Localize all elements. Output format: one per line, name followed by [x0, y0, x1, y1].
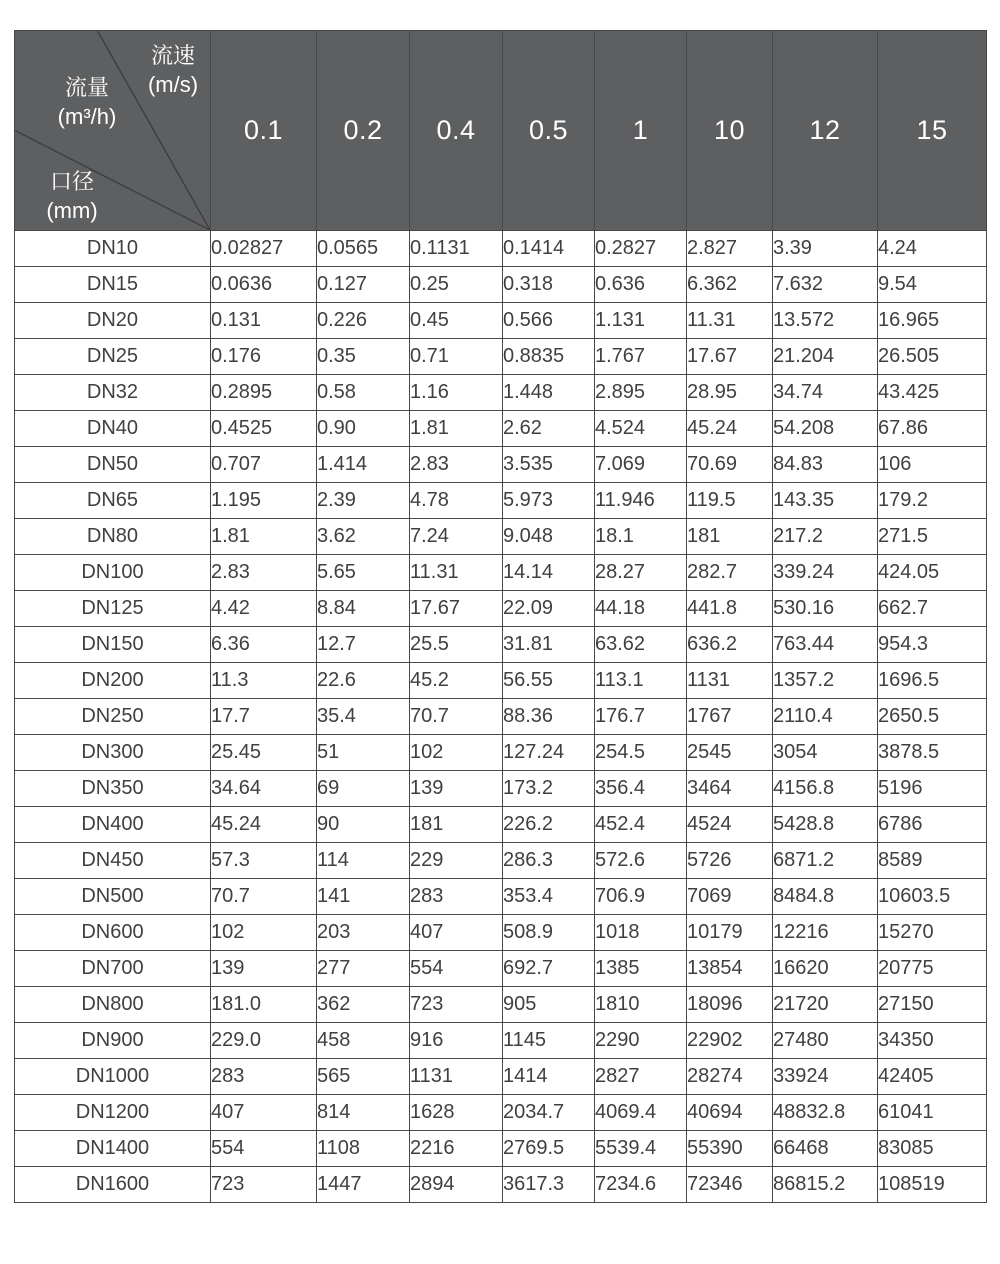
flow-value-cell: 48832.8 — [773, 1095, 878, 1131]
flow-value-cell: 176.7 — [595, 699, 687, 735]
velocity-axis-label — [131, 41, 215, 99]
table-row — [15, 807, 987, 843]
table-row — [15, 735, 987, 771]
flow-value-cell: 0.0565 — [317, 231, 410, 267]
flow-value-cell: 1357.2 — [773, 663, 878, 699]
flow-value-cell: 56.55 — [503, 663, 595, 699]
flow-value-cell: 554 — [410, 951, 503, 987]
table-row — [15, 231, 987, 267]
flow-value-cell: 1810 — [595, 987, 687, 1023]
flow-value-cell: 45.24 — [211, 807, 317, 843]
flow-value-cell: 1385 — [595, 951, 687, 987]
table-row — [15, 699, 987, 735]
flow-value-cell: 407 — [410, 915, 503, 951]
flow-value-cell: 0.226 — [317, 303, 410, 339]
diameter-cell: DN1000 — [15, 1059, 211, 1095]
flow-value-cell: 508.9 — [503, 915, 595, 951]
flow-value-cell: 2034.7 — [503, 1095, 595, 1131]
flow-value-cell: 7234.6 — [595, 1167, 687, 1203]
flow-value-cell: 1447 — [317, 1167, 410, 1203]
flow-value-cell: 0.45 — [410, 303, 503, 339]
flow-value-cell: 10603.5 — [878, 879, 987, 915]
diameter-cell: DN300 — [15, 735, 211, 771]
flow-value-cell: 90 — [317, 807, 410, 843]
table-row — [15, 951, 987, 987]
flow-value-cell: 114 — [317, 843, 410, 879]
flow-value-cell: 0.707 — [211, 447, 317, 483]
flow-value-cell: 4.524 — [595, 411, 687, 447]
diameter-cell: DN40 — [15, 411, 211, 447]
flow-value-cell: 5726 — [687, 843, 773, 879]
flow-value-cell: 6871.2 — [773, 843, 878, 879]
flow-value-cell: 2.39 — [317, 483, 410, 519]
diameter-cell: DN125 — [15, 591, 211, 627]
flow-value-cell: 22902 — [687, 1023, 773, 1059]
flow-value-cell: 106 — [878, 447, 987, 483]
flow-value-cell: 181 — [410, 807, 503, 843]
diameter-cell: DN150 — [15, 627, 211, 663]
flow-value-cell: 0.4525 — [211, 411, 317, 447]
flow-value-cell: 2.83 — [410, 447, 503, 483]
flow-value-cell: 86815.2 — [773, 1167, 878, 1203]
flow-value-cell: 57.3 — [211, 843, 317, 879]
table-row — [15, 771, 987, 807]
flow-value-cell: 18.1 — [595, 519, 687, 555]
table-row — [15, 1023, 987, 1059]
flow-value-cell: 44.18 — [595, 591, 687, 627]
flow-value-cell: 353.4 — [503, 879, 595, 915]
flow-value-cell: 2827 — [595, 1059, 687, 1095]
flow-value-cell: 54.208 — [773, 411, 878, 447]
flow-value-cell: 83085 — [878, 1131, 987, 1167]
velocity-column-header: 15 — [878, 31, 987, 231]
flow-value-cell: 565 — [317, 1059, 410, 1095]
flow-value-cell: 17.7 — [211, 699, 317, 735]
table-row — [15, 555, 987, 591]
table-row — [15, 591, 987, 627]
diameter-cell: DN250 — [15, 699, 211, 735]
flow-value-cell: 362 — [317, 987, 410, 1023]
flow-value-cell: 17.67 — [410, 591, 503, 627]
flow-value-cell: 554 — [211, 1131, 317, 1167]
flow-value-cell: 45.24 — [687, 411, 773, 447]
flow-value-cell: 2894 — [410, 1167, 503, 1203]
flow-value-cell: 173.2 — [503, 771, 595, 807]
table-row — [15, 483, 987, 519]
table-row — [15, 1059, 987, 1095]
diameter-axis-label — [25, 167, 119, 225]
flow-value-cell: 139 — [211, 951, 317, 987]
flow-value-cell: 2.62 — [503, 411, 595, 447]
flow-value-cell: 45.2 — [410, 663, 503, 699]
flow-value-cell: 181.0 — [211, 987, 317, 1023]
flow-value-cell: 69 — [317, 771, 410, 807]
flow-value-cell: 67.86 — [878, 411, 987, 447]
flow-value-cell: 11.31 — [410, 555, 503, 591]
flow-value-cell: 11.31 — [687, 303, 773, 339]
flow-value-cell: 13854 — [687, 951, 773, 987]
flow-value-cell: 723 — [211, 1167, 317, 1203]
table-row — [15, 1095, 987, 1131]
flow-value-cell: 2545 — [687, 735, 773, 771]
flow-value-cell: 27150 — [878, 987, 987, 1023]
table-body — [15, 231, 987, 1203]
flow-value-cell: 2650.5 — [878, 699, 987, 735]
flow-value-cell: 3.62 — [317, 519, 410, 555]
table-row — [15, 339, 987, 375]
velocity-column-header: 0.2 — [317, 31, 410, 231]
flow-value-cell: 1.16 — [410, 375, 503, 411]
flow-value-cell: 0.131 — [211, 303, 317, 339]
flow-value-cell: 28274 — [687, 1059, 773, 1095]
flow-value-cell: 254.5 — [595, 735, 687, 771]
flow-value-cell: 55390 — [687, 1131, 773, 1167]
flow-value-cell: 0.127 — [317, 267, 410, 303]
flow-value-cell: 34.74 — [773, 375, 878, 411]
flow-value-cell: 22.6 — [317, 663, 410, 699]
table-row — [15, 375, 987, 411]
flow-value-cell: 2.827 — [687, 231, 773, 267]
flow-value-cell: 283 — [211, 1059, 317, 1095]
flow-value-cell: 1108 — [317, 1131, 410, 1167]
flow-value-cell: 662.7 — [878, 591, 987, 627]
flow-value-cell: 102 — [410, 735, 503, 771]
flow-value-cell: 10179 — [687, 915, 773, 951]
diameter-cell: DN500 — [15, 879, 211, 915]
diameter-cell: DN1200 — [15, 1095, 211, 1131]
table-row — [15, 447, 987, 483]
flow-value-cell: 21720 — [773, 987, 878, 1023]
flow-value-cell: 905 — [503, 987, 595, 1023]
flow-value-cell: 9.048 — [503, 519, 595, 555]
flow-value-cell: 2.895 — [595, 375, 687, 411]
flow-value-cell: 0.318 — [503, 267, 595, 303]
flow-value-cell: 0.2895 — [211, 375, 317, 411]
flow-value-cell: 28.95 — [687, 375, 773, 411]
flow-value-cell: 84.83 — [773, 447, 878, 483]
flow-value-cell: 17.67 — [687, 339, 773, 375]
flow-value-cell: 8.84 — [317, 591, 410, 627]
flow-value-cell: 66468 — [773, 1131, 878, 1167]
flow-value-cell: 70.7 — [410, 699, 503, 735]
flow-value-cell: 229 — [410, 843, 503, 879]
flow-value-cell: 22.09 — [503, 591, 595, 627]
flow-value-cell: 51 — [317, 735, 410, 771]
velocity-column-header: 10 — [687, 31, 773, 231]
flow-value-cell: 7.069 — [595, 447, 687, 483]
flow-value-cell: 4156.8 — [773, 771, 878, 807]
flow-value-cell: 28.27 — [595, 555, 687, 591]
flow-value-cell: 102 — [211, 915, 317, 951]
table-row — [15, 843, 987, 879]
flow-value-cell: 5196 — [878, 771, 987, 807]
flow-value-cell: 26.505 — [878, 339, 987, 375]
flow-value-cell: 31.81 — [503, 627, 595, 663]
flow-value-cell: 441.8 — [687, 591, 773, 627]
velocity-column-header: 0.1 — [211, 31, 317, 231]
flow-value-cell: 4.24 — [878, 231, 987, 267]
flow-value-cell: 3617.3 — [503, 1167, 595, 1203]
diameter-cell: DN450 — [15, 843, 211, 879]
velocity-column-header: 1 — [595, 31, 687, 231]
flow-value-cell: 7.24 — [410, 519, 503, 555]
flow-value-cell: 0.566 — [503, 303, 595, 339]
header-row — [15, 31, 987, 231]
flow-value-cell: 13.572 — [773, 303, 878, 339]
flow-value-cell: 407 — [211, 1095, 317, 1131]
flow-value-cell: 203 — [317, 915, 410, 951]
flow-value-cell: 271.5 — [878, 519, 987, 555]
flow-value-cell: 954.3 — [878, 627, 987, 663]
flow-value-cell: 286.3 — [503, 843, 595, 879]
table-row — [15, 915, 987, 951]
flow-axis-name: 流量 — [64, 75, 109, 100]
flow-value-cell: 2769.5 — [503, 1131, 595, 1167]
flow-value-cell: 139 — [410, 771, 503, 807]
flow-value-cell: 1767 — [687, 699, 773, 735]
flow-value-cell: 4.42 — [211, 591, 317, 627]
velocity-column-header: 0.5 — [503, 31, 595, 231]
flow-value-cell: 5428.8 — [773, 807, 878, 843]
flow-value-cell: 283 — [410, 879, 503, 915]
flow-value-cell: 1131 — [687, 663, 773, 699]
flow-value-cell: 70.7 — [211, 879, 317, 915]
diameter-axis-unit: (mm) — [46, 198, 98, 223]
flow-value-cell: 14.14 — [503, 555, 595, 591]
flow-value-cell: 8589 — [878, 843, 987, 879]
table-row — [15, 1167, 987, 1203]
flow-value-cell: 0.71 — [410, 339, 503, 375]
flow-value-cell: 1131 — [410, 1059, 503, 1095]
flow-value-cell: 16620 — [773, 951, 878, 987]
flow-value-cell: 1.448 — [503, 375, 595, 411]
flow-value-cell: 916 — [410, 1023, 503, 1059]
diameter-cell: DN900 — [15, 1023, 211, 1059]
flow-value-cell: 2110.4 — [773, 699, 878, 735]
flow-value-cell: 179.2 — [878, 483, 987, 519]
flow-value-cell: 119.5 — [687, 483, 773, 519]
flow-value-cell: 339.24 — [773, 555, 878, 591]
flow-value-cell: 40694 — [687, 1095, 773, 1131]
diameter-cell: DN1600 — [15, 1167, 211, 1203]
flow-value-cell: 5539.4 — [595, 1131, 687, 1167]
flow-value-cell: 3878.5 — [878, 735, 987, 771]
diameter-cell: DN20 — [15, 303, 211, 339]
diameter-cell: DN700 — [15, 951, 211, 987]
flow-value-cell: 0.176 — [211, 339, 317, 375]
velocity-column-header: 0.4 — [410, 31, 503, 231]
diameter-cell: DN65 — [15, 483, 211, 519]
flow-value-cell: 1.81 — [211, 519, 317, 555]
flow-value-cell: 25.5 — [410, 627, 503, 663]
flow-value-cell: 0.0636 — [211, 267, 317, 303]
flow-value-cell: 5.973 — [503, 483, 595, 519]
table-row — [15, 663, 987, 699]
flow-value-cell: 814 — [317, 1095, 410, 1131]
flow-value-cell: 11.946 — [595, 483, 687, 519]
flow-value-cell: 0.1131 — [410, 231, 503, 267]
flow-value-cell: 12216 — [773, 915, 878, 951]
flow-value-cell: 458 — [317, 1023, 410, 1059]
flow-value-cell: 2216 — [410, 1131, 503, 1167]
flow-value-cell: 1.195 — [211, 483, 317, 519]
flow-value-cell: 0.636 — [595, 267, 687, 303]
diameter-cell: DN800 — [15, 987, 211, 1023]
flow-value-cell: 25.45 — [211, 735, 317, 771]
diameter-cell: DN600 — [15, 915, 211, 951]
flow-value-cell: 34.64 — [211, 771, 317, 807]
flow-value-cell: 2.83 — [211, 555, 317, 591]
diameter-cell: DN400 — [15, 807, 211, 843]
diameter-cell: DN100 — [15, 555, 211, 591]
flow-value-cell: 4069.4 — [595, 1095, 687, 1131]
flow-value-cell: 143.35 — [773, 483, 878, 519]
flow-value-cell: 20775 — [878, 951, 987, 987]
flow-value-cell: 636.2 — [687, 627, 773, 663]
velocity-axis-name: 流速 — [150, 43, 195, 68]
diameter-cell: DN25 — [15, 339, 211, 375]
flow-value-cell: 452.4 — [595, 807, 687, 843]
flow-value-cell: 12.7 — [317, 627, 410, 663]
flow-value-cell: 72346 — [687, 1167, 773, 1203]
flow-value-cell: 1.131 — [595, 303, 687, 339]
table-row — [15, 267, 987, 303]
flow-value-cell: 4524 — [687, 807, 773, 843]
flow-value-cell: 70.69 — [687, 447, 773, 483]
diameter-cell: DN10 — [15, 231, 211, 267]
flow-value-cell: 723 — [410, 987, 503, 1023]
flow-value-cell: 706.9 — [595, 879, 687, 915]
diameter-cell: DN200 — [15, 663, 211, 699]
flow-value-cell: 63.62 — [595, 627, 687, 663]
flow-value-cell: 277 — [317, 951, 410, 987]
flow-value-cell: 226.2 — [503, 807, 595, 843]
flow-axis-unit: (m³/h) — [57, 104, 117, 129]
flow-value-cell: 0.90 — [317, 411, 410, 447]
flow-value-cell: 3464 — [687, 771, 773, 807]
flow-value-cell: 424.05 — [878, 555, 987, 591]
table-row — [15, 879, 987, 915]
diameter-cell: DN1400 — [15, 1131, 211, 1167]
flow-value-cell: 229.0 — [211, 1023, 317, 1059]
flow-value-cell: 181 — [687, 519, 773, 555]
flow-value-cell: 2290 — [595, 1023, 687, 1059]
flow-value-cell: 7.632 — [773, 267, 878, 303]
flow-value-cell: 3.535 — [503, 447, 595, 483]
flow-value-cell: 7069 — [687, 879, 773, 915]
flow-value-cell: 61041 — [878, 1095, 987, 1131]
flow-value-cell: 1628 — [410, 1095, 503, 1131]
flow-value-cell: 692.7 — [503, 951, 595, 987]
flow-value-cell: 217.2 — [773, 519, 878, 555]
flow-axis-label — [35, 73, 139, 131]
flow-value-cell: 0.2827 — [595, 231, 687, 267]
flow-value-cell: 3.39 — [773, 231, 878, 267]
table-row — [15, 411, 987, 447]
flow-value-cell: 1145 — [503, 1023, 595, 1059]
flow-value-cell: 34350 — [878, 1023, 987, 1059]
flow-value-cell: 16.965 — [878, 303, 987, 339]
flow-value-cell: 88.36 — [503, 699, 595, 735]
velocity-column-header: 12 — [773, 31, 878, 231]
flow-value-cell: 6.36 — [211, 627, 317, 663]
flow-value-cell: 27480 — [773, 1023, 878, 1059]
table-row — [15, 987, 987, 1023]
flow-value-cell: 0.35 — [317, 339, 410, 375]
flow-value-cell: 0.8835 — [503, 339, 595, 375]
flow-value-cell: 0.1414 — [503, 231, 595, 267]
flow-value-cell: 1696.5 — [878, 663, 987, 699]
diameter-cell: DN80 — [15, 519, 211, 555]
diameter-cell: DN350 — [15, 771, 211, 807]
table-row — [15, 1131, 987, 1167]
flow-value-cell: 6.362 — [687, 267, 773, 303]
flow-value-cell: 5.65 — [317, 555, 410, 591]
flow-value-cell: 35.4 — [317, 699, 410, 735]
flow-value-cell: 1.767 — [595, 339, 687, 375]
flow-value-cell: 282.7 — [687, 555, 773, 591]
flow-value-cell: 3054 — [773, 735, 878, 771]
table-row — [15, 303, 987, 339]
flow-value-cell: 18096 — [687, 987, 773, 1023]
flow-value-cell: 1.414 — [317, 447, 410, 483]
flow-value-cell: 8484.8 — [773, 879, 878, 915]
flow-value-cell: 763.44 — [773, 627, 878, 663]
flow-value-cell: 4.78 — [410, 483, 503, 519]
flow-value-cell: 530.16 — [773, 591, 878, 627]
flow-value-cell: 108519 — [878, 1167, 987, 1203]
diameter-axis-name: 口径 — [49, 169, 94, 194]
flow-value-cell: 33924 — [773, 1059, 878, 1095]
flow-value-cell: 356.4 — [595, 771, 687, 807]
flow-value-cell: 141 — [317, 879, 410, 915]
flow-value-cell: 15270 — [878, 915, 987, 951]
diameter-cell: DN50 — [15, 447, 211, 483]
flow-value-cell: 1018 — [595, 915, 687, 951]
flow-value-cell: 43.425 — [878, 375, 987, 411]
table-row — [15, 519, 987, 555]
flow-value-cell: 21.204 — [773, 339, 878, 375]
velocity-axis-unit: (m/s) — [147, 72, 199, 97]
flow-value-cell: 0.02827 — [211, 231, 317, 267]
flow-value-cell: 6786 — [878, 807, 987, 843]
flow-value-cell: 0.25 — [410, 267, 503, 303]
flow-value-cell: 127.24 — [503, 735, 595, 771]
table-row — [15, 627, 987, 663]
diameter-cell: DN32 — [15, 375, 211, 411]
flow-value-cell: 11.3 — [211, 663, 317, 699]
diameter-cell: DN15 — [15, 267, 211, 303]
flow-velocity-table — [14, 30, 987, 1203]
flow-value-cell: 42405 — [878, 1059, 987, 1095]
flow-value-cell: 1414 — [503, 1059, 595, 1095]
flow-value-cell: 9.54 — [878, 267, 987, 303]
flow-value-cell: 572.6 — [595, 843, 687, 879]
flow-value-cell: 0.58 — [317, 375, 410, 411]
corner-header-cell — [15, 31, 211, 231]
flow-value-cell: 1.81 — [410, 411, 503, 447]
flow-value-cell: 113.1 — [595, 663, 687, 699]
